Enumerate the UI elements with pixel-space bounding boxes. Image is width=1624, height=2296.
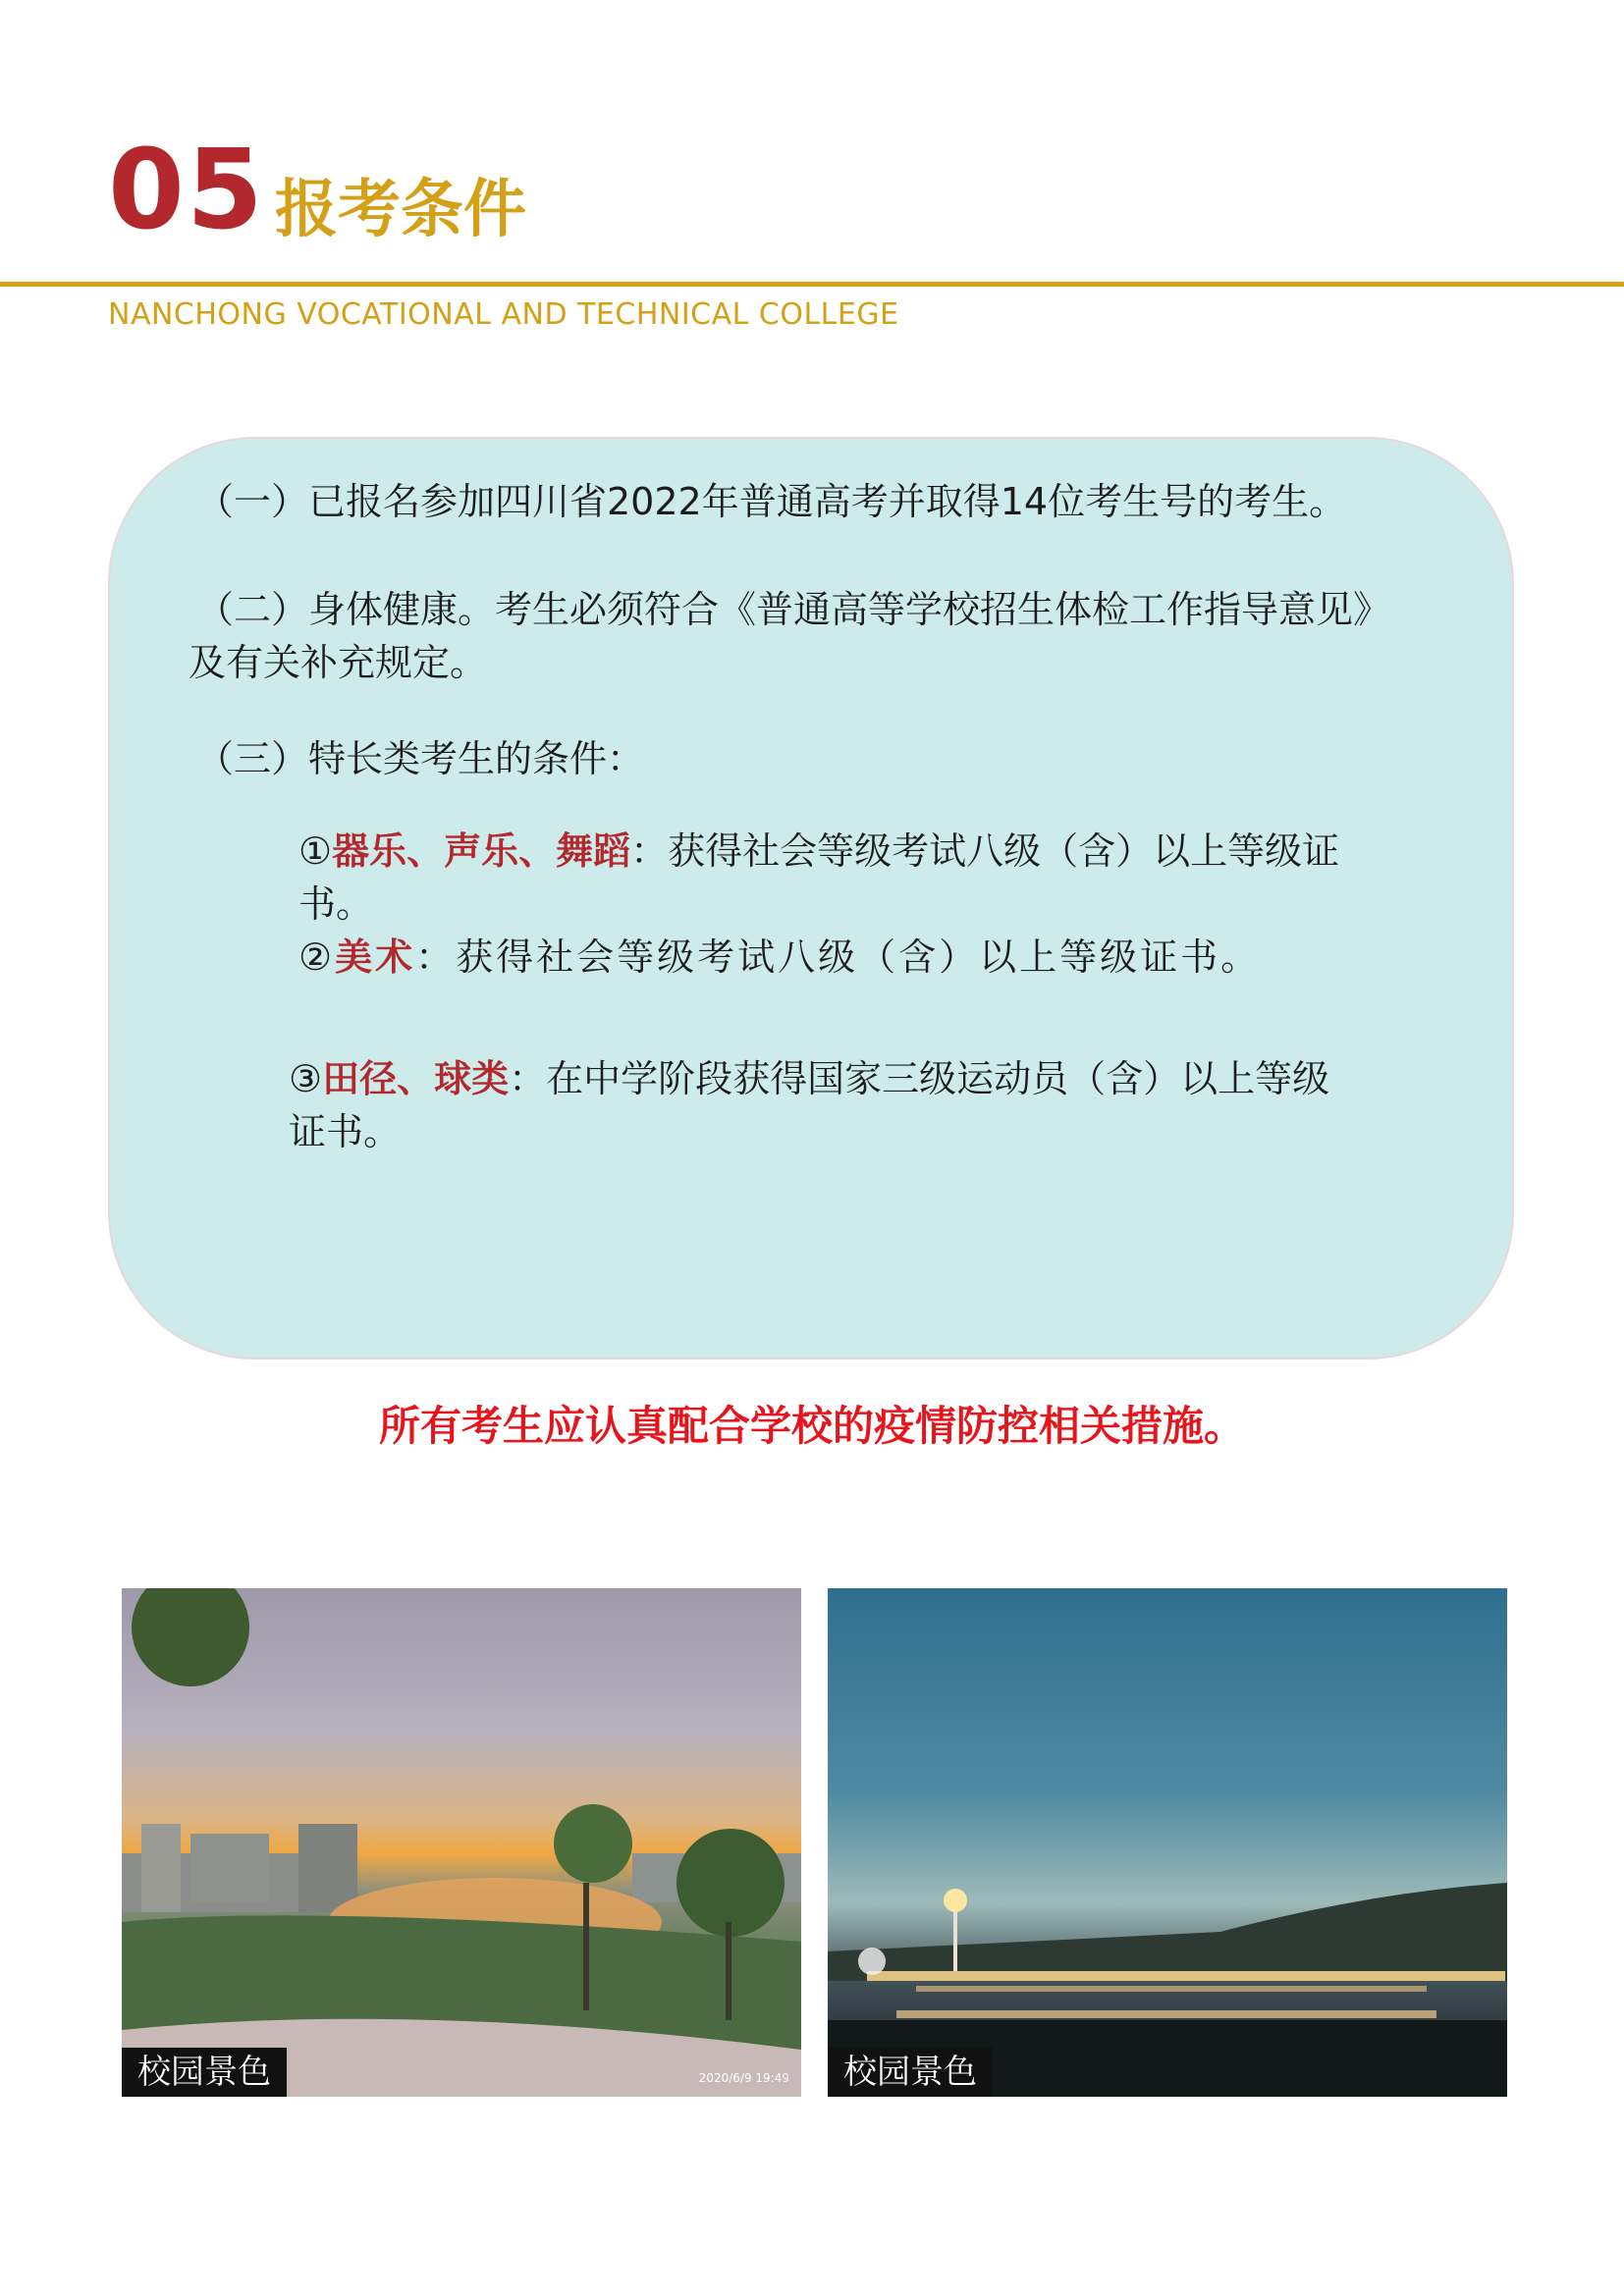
campus-photo-night xyxy=(828,1588,1507,2097)
sub-condition-sports xyxy=(289,1053,1329,1104)
sub-condition-text: ：获得社会等级考试八级（含）以上等级证书。 xyxy=(415,935,1262,979)
section-title: 报考条件 xyxy=(275,174,526,246)
section-number: 05 xyxy=(108,127,265,254)
sub-condition-music-cont: 书。 xyxy=(298,882,374,926)
condition-item-1: （一）已报名参加四川省2022年普通高考并取得14位考生号的考生。 xyxy=(196,480,1347,523)
sub-condition-marker: ③ xyxy=(289,1057,323,1100)
epidemic-notice: 所有考生应认真配合学校的疫情防控相关措施。 xyxy=(378,1402,1245,1450)
photo-caption: 校园景色 xyxy=(122,2048,287,2097)
conditions-box xyxy=(108,437,1514,1360)
sunset-scene-illustration xyxy=(122,1588,801,2097)
header-divider xyxy=(0,282,1624,287)
campus-photo-sunset xyxy=(122,1588,801,2097)
sub-condition-music xyxy=(298,826,1339,877)
sub-condition-highlight: 器乐、声乐、舞蹈 xyxy=(332,829,631,873)
college-name-subtitle: NANCHONG VOCATIONAL AND TECHNICAL COLLEGE xyxy=(108,297,899,332)
sub-condition-highlight: 田径、球类 xyxy=(322,1057,510,1100)
sub-condition-text: ：在中学阶段获得国家三级运动员（含）以上等级 xyxy=(509,1057,1330,1100)
condition-item-3-heading: （三）特长类考生的条件： xyxy=(196,737,645,780)
sub-condition-text: ：获得社会等级考试八级（含）以上等级证 xyxy=(630,829,1340,873)
sub-condition-highlight: 美术 xyxy=(335,935,416,979)
sub-condition-sports-cont: 证书。 xyxy=(289,1110,402,1153)
photo-timestamp: 2020/6/9 19:49 xyxy=(698,2071,789,2085)
sub-condition-marker: ② xyxy=(298,935,336,979)
sub-condition-art xyxy=(298,932,1261,983)
sub-condition-marker: ① xyxy=(298,829,333,873)
condition-item-2-line2: 及有关补充规定。 xyxy=(189,641,488,684)
night-scene-illustration xyxy=(828,1588,1507,2097)
photo-caption: 校园景色 xyxy=(828,2048,993,2097)
condition-item-2-line1: （二）身体健康。考生必须符合《普通高等学校招生体检工作指导意见》 xyxy=(196,588,1391,631)
